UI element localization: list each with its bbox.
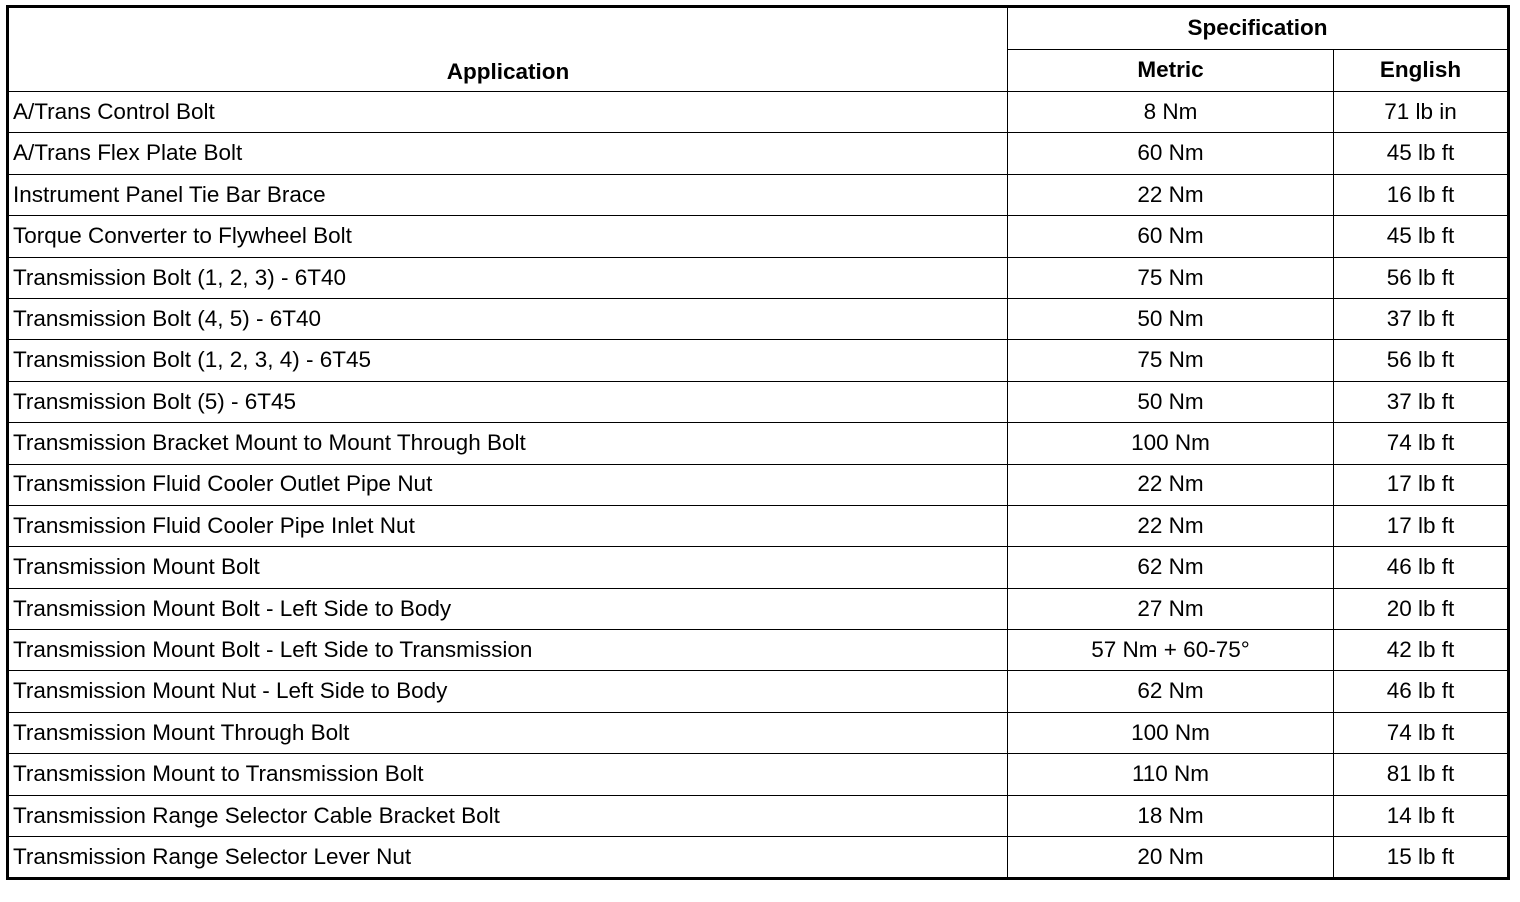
metric-value-cell: 62 Nm <box>1008 671 1334 712</box>
application-cell: Transmission Range Selector Cable Bracket Bolt <box>8 795 1008 836</box>
table-row <box>8 464 1509 505</box>
english-value-cell: 74 lb ft <box>1334 423 1509 464</box>
metric-value-cell: 27 Nm <box>1008 588 1334 629</box>
fastener-specification-table <box>6 5 1510 880</box>
english-value-cell: 46 lb ft <box>1334 671 1509 712</box>
metric-column-header: Metric <box>1008 50 1334 92</box>
table-row <box>8 547 1509 588</box>
table-row <box>8 133 1509 174</box>
english-value-cell: 17 lb ft <box>1334 505 1509 546</box>
application-cell: Transmission Mount Nut - Left Side to Body <box>8 671 1008 712</box>
table-row <box>8 298 1509 339</box>
table-row <box>8 837 1509 879</box>
metric-value-cell: 75 Nm <box>1008 340 1334 381</box>
application-cell: Transmission Bolt (1, 2, 3) - 6T40 <box>8 257 1008 298</box>
metric-value-cell: 22 Nm <box>1008 505 1334 546</box>
specification-group-header: Specification <box>1008 7 1509 50</box>
metric-value-cell: 57 Nm + 60-75° <box>1008 630 1334 671</box>
application-cell: Transmission Mount Bolt <box>8 547 1008 588</box>
application-cell: Transmission Range Selector Lever Nut <box>8 837 1008 879</box>
english-value-cell: 56 lb ft <box>1334 340 1509 381</box>
english-value-cell: 17 lb ft <box>1334 464 1509 505</box>
application-column-header: Application <box>8 7 1008 92</box>
table-row <box>8 340 1509 381</box>
application-cell: Transmission Fluid Cooler Outlet Pipe Nut <box>8 464 1008 505</box>
table-row <box>8 257 1509 298</box>
metric-value-cell: 62 Nm <box>1008 547 1334 588</box>
english-value-cell: 45 lb ft <box>1334 133 1509 174</box>
table-body <box>8 92 1509 879</box>
metric-value-cell: 50 Nm <box>1008 298 1334 339</box>
english-value-cell: 42 lb ft <box>1334 630 1509 671</box>
table-row <box>8 174 1509 215</box>
english-value-cell: 37 lb ft <box>1334 298 1509 339</box>
english-value-cell: 74 lb ft <box>1334 712 1509 753</box>
english-value-cell: 14 lb ft <box>1334 795 1509 836</box>
application-cell: Transmission Mount to Transmission Bolt <box>8 754 1008 795</box>
table-row <box>8 216 1509 257</box>
table-row <box>8 423 1509 464</box>
application-cell: Transmission Mount Bolt - Left Side to Body <box>8 588 1008 629</box>
english-value-cell: 15 lb ft <box>1334 837 1509 879</box>
table-row <box>8 712 1509 753</box>
english-value-cell: 20 lb ft <box>1334 588 1509 629</box>
metric-value-cell: 60 Nm <box>1008 216 1334 257</box>
metric-value-cell: 60 Nm <box>1008 133 1334 174</box>
metric-value-cell: 22 Nm <box>1008 174 1334 215</box>
application-cell: Instrument Panel Tie Bar Brace <box>8 174 1008 215</box>
table-header <box>8 7 1509 92</box>
metric-value-cell: 22 Nm <box>1008 464 1334 505</box>
metric-value-cell: 8 Nm <box>1008 92 1334 133</box>
table-row <box>8 754 1509 795</box>
metric-value-cell: 18 Nm <box>1008 795 1334 836</box>
table-row <box>8 795 1509 836</box>
application-cell: Transmission Fluid Cooler Pipe Inlet Nut <box>8 505 1008 546</box>
metric-value-cell: 20 Nm <box>1008 837 1334 879</box>
metric-value-cell: 50 Nm <box>1008 381 1334 422</box>
table-row <box>8 381 1509 422</box>
english-value-cell: 46 lb ft <box>1334 547 1509 588</box>
metric-value-cell: 110 Nm <box>1008 754 1334 795</box>
english-value-cell: 56 lb ft <box>1334 257 1509 298</box>
application-cell: Transmission Mount Bolt - Left Side to Transmission <box>8 630 1008 671</box>
application-cell: Transmission Bolt (4, 5) - 6T40 <box>8 298 1008 339</box>
application-cell: Transmission Bolt (5) - 6T45 <box>8 381 1008 422</box>
english-value-cell: 71 lb in <box>1334 92 1509 133</box>
application-cell: Transmission Mount Through Bolt <box>8 712 1008 753</box>
metric-value-cell: 100 Nm <box>1008 423 1334 464</box>
metric-value-cell: 100 Nm <box>1008 712 1334 753</box>
english-value-cell: 45 lb ft <box>1334 216 1509 257</box>
application-cell: Transmission Bracket Mount to Mount Through Bolt <box>8 423 1008 464</box>
english-value-cell: 16 lb ft <box>1334 174 1509 215</box>
table-row <box>8 630 1509 671</box>
english-value-cell: 81 lb ft <box>1334 754 1509 795</box>
application-cell: Torque Converter to Flywheel Bolt <box>8 216 1008 257</box>
table-row <box>8 505 1509 546</box>
metric-value-cell: 75 Nm <box>1008 257 1334 298</box>
english-column-header: English <box>1334 50 1509 92</box>
application-cell: A/Trans Flex Plate Bolt <box>8 133 1008 174</box>
application-cell: A/Trans Control Bolt <box>8 92 1008 133</box>
application-cell: Transmission Bolt (1, 2, 3, 4) - 6T45 <box>8 340 1008 381</box>
table-row <box>8 671 1509 712</box>
table-row <box>8 588 1509 629</box>
english-value-cell: 37 lb ft <box>1334 381 1509 422</box>
table-row <box>8 92 1509 133</box>
